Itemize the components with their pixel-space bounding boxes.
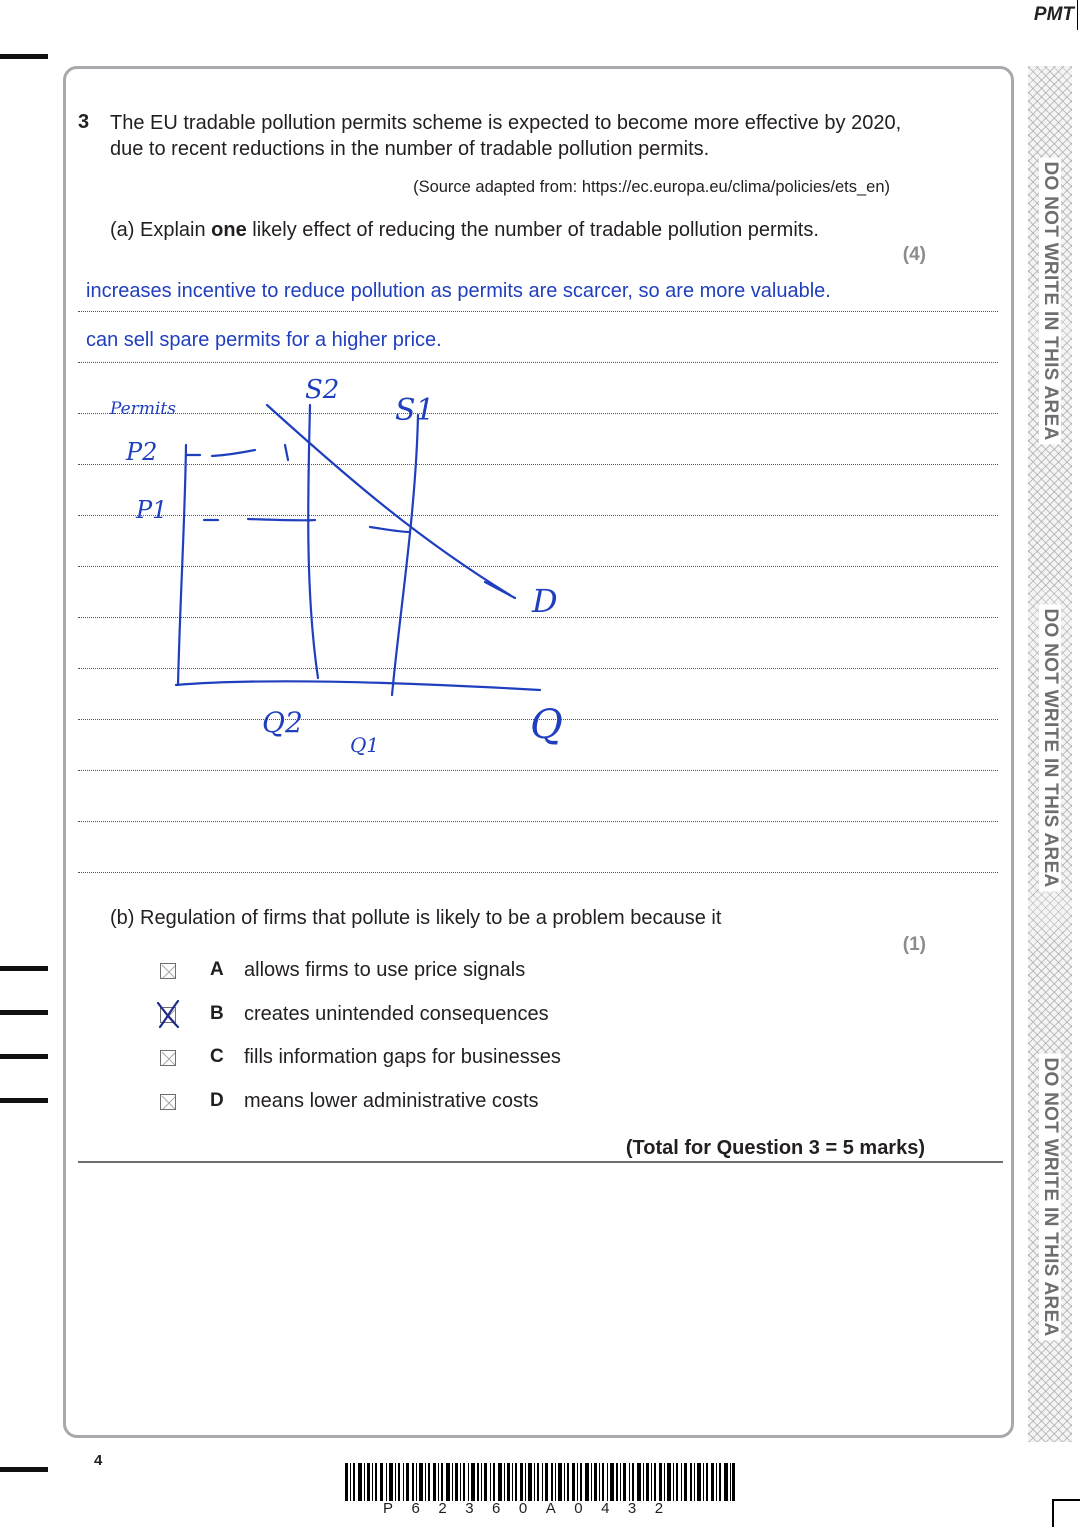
margin-mark: [0, 54, 48, 59]
question-number: 3: [78, 111, 90, 133]
q2-label: Q2: [262, 706, 303, 739]
p2-label: P2: [126, 438, 158, 466]
option-d-checkbox[interactable]: [160, 1094, 176, 1110]
part-a-prompt: [110, 219, 819, 242]
writing-line[interactable]: [78, 872, 998, 873]
p1-label: P1: [136, 496, 168, 524]
margin-mark: [0, 966, 48, 971]
writing-line[interactable]: [78, 821, 998, 822]
part-a-marks: (4): [902, 244, 926, 265]
answer-line: can sell spare permits for a higher price.: [86, 329, 442, 351]
p2-tick: [186, 450, 255, 456]
part-b-marks: (1): [902, 934, 926, 955]
option-c-checkbox[interactable]: [160, 1050, 176, 1066]
source-citation: (Source adapted from: https://ec.europa.eu/clima/policies/ets_en): [413, 178, 890, 196]
option-a-checkbox[interactable]: [160, 963, 176, 979]
part-a-bold: one: [211, 219, 247, 241]
option-text: fills information gaps for businesses: [244, 1046, 561, 1068]
margin-mark: [0, 1467, 48, 1472]
s1-curve: [392, 415, 418, 695]
s2-label: S2: [305, 375, 340, 405]
margin-mark: [0, 1054, 48, 1059]
y-axis-label: Permits: [110, 399, 176, 419]
do-not-write-label: DO NOT WRITE IN THIS AREA: [1039, 1053, 1061, 1340]
question-total: (Total for Question 3 = 5 marks): [625, 1137, 925, 1159]
do-not-write-label: DO NOT WRITE IN THIS AREA: [1039, 157, 1061, 444]
demand-curve: [267, 405, 510, 595]
corner-registration-mark: [1052, 1499, 1080, 1527]
p2-dash-top: [285, 445, 288, 460]
part-a-suffix: likely effect of reducing the number of tradable pollution permits.: [246, 219, 819, 241]
page-number: 4: [94, 1452, 103, 1469]
y-axis: [178, 445, 186, 685]
total-rule: [78, 1161, 1003, 1163]
corner-rule: [1077, 0, 1078, 30]
demand-label: D: [532, 582, 558, 620]
q1-label: Q1: [350, 733, 380, 757]
selected-cross-mark: [156, 999, 182, 1029]
part-a-prefix: (a) Explain: [110, 219, 212, 241]
do-not-write-label: DO NOT WRITE IN THIS AREA: [1039, 604, 1061, 891]
p1-line-right: [370, 527, 410, 532]
barcode-number: P62360A0432: [383, 1500, 682, 1517]
option-letter: D: [210, 1090, 224, 1111]
p1-tick: [204, 519, 315, 520]
x-axis: [176, 681, 540, 690]
margin-mark: [0, 1010, 48, 1015]
margin-mark: [0, 1098, 48, 1103]
option-text: creates unintended consequences: [244, 1003, 549, 1025]
barcode: [345, 1463, 735, 1501]
option-letter: C: [210, 1046, 224, 1067]
question-text: The EU tradable pollution permits scheme is expected to become more effective by 2020, due to recent reductions in the number of tradable pollution permits.: [110, 112, 902, 160]
permits-diagram-sketch: [100, 360, 600, 800]
option-letter: A: [210, 959, 224, 980]
writing-line[interactable]: [78, 311, 998, 312]
s1-label: S1: [395, 393, 435, 428]
q-axis-label: Q: [530, 702, 563, 748]
corner-label: PMT: [1033, 4, 1074, 25]
answer-line: increases incentive to reduce pollution as permits are scarcer, so are more valuable.: [86, 280, 831, 302]
d-arrow: [485, 582, 515, 598]
option-text: allows firms to use price signals: [244, 959, 526, 981]
option-text: means lower administrative costs: [244, 1090, 539, 1112]
part-b-prompt: (b) Regulation of firms that pollute is likely to be a problem because it: [110, 907, 722, 929]
option-letter: B: [210, 1003, 224, 1024]
